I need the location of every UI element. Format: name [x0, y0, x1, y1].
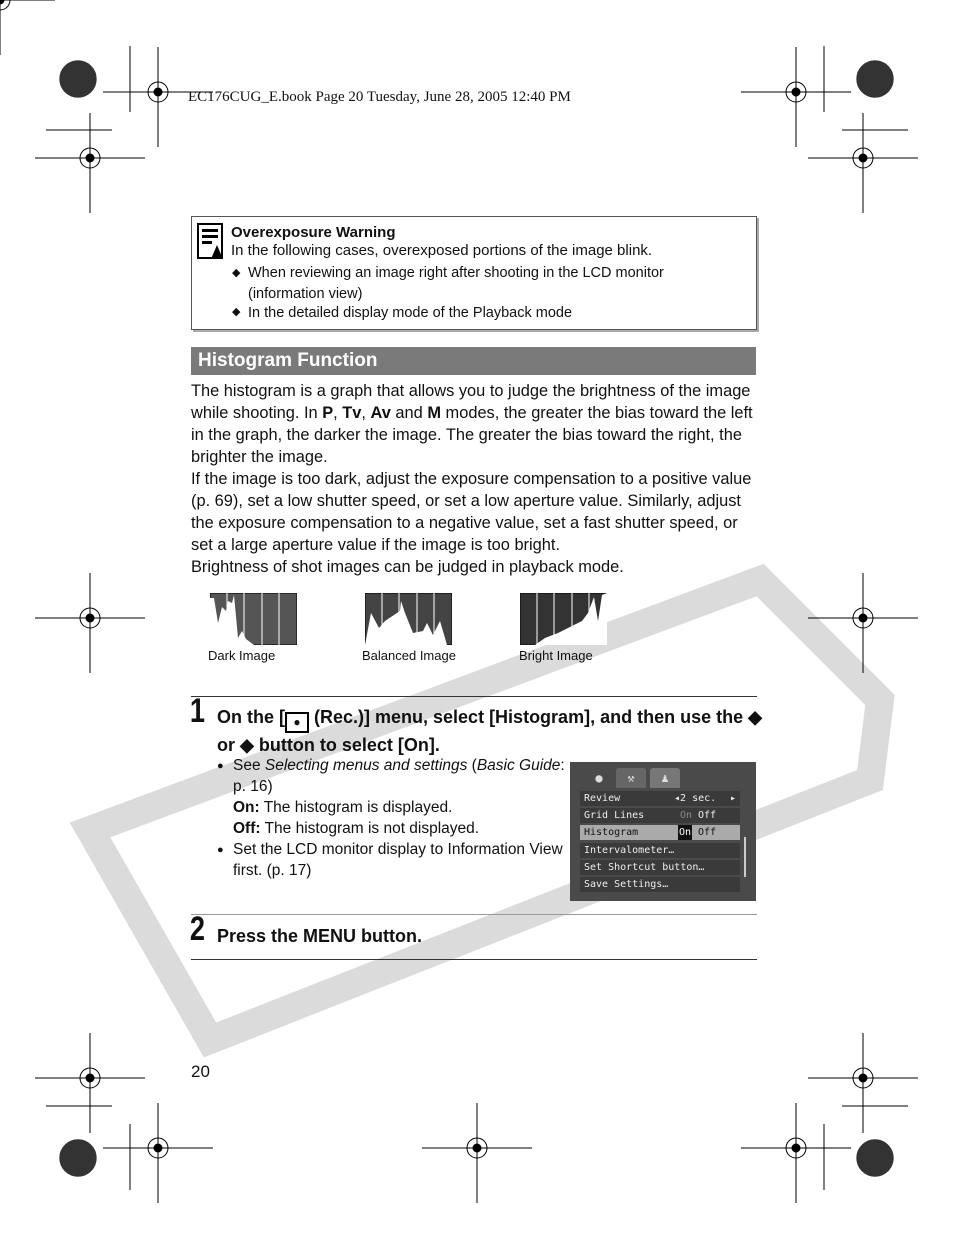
balanced-histogram	[365, 593, 452, 645]
lcd-row: Save Settings…	[580, 877, 740, 892]
bullet: ● See Selecting menus and settings (Basic Guide: p. 16) On: The histogram is displayed. Off: The histogram is not displayed.	[217, 755, 567, 839]
histogram-caption: Balanced Image	[362, 648, 456, 663]
camera-icon: ●	[285, 712, 309, 733]
dark-histogram	[210, 593, 297, 645]
step-number: 2	[189, 910, 206, 948]
rec-tab-icon: ●	[595, 771, 603, 785]
left-arrow-icon: ◆	[748, 707, 762, 727]
section-title: Histogram Function	[191, 347, 756, 375]
divider	[191, 959, 757, 960]
histogram-caption: Bright Image	[519, 648, 593, 663]
warning-item: ◆ In the detailed display mode of the Playback mode	[232, 305, 573, 321]
right-arrow-icon: ◆	[240, 735, 254, 755]
warning-item: ◆ When reviewing an image right after shooting in the LCD monitor (information view)	[232, 265, 664, 302]
setup-tab-icon: ⚒	[616, 768, 646, 788]
note-icon	[197, 223, 225, 261]
book-header: EC176CUG_E.book Page 20 Tuesday, June 28, 2005 12:40 PM	[188, 89, 571, 105]
mycamera-tab-icon: ♟	[650, 768, 680, 788]
step-title: Press the MENU button.	[217, 926, 423, 946]
lcd-menu-screenshot	[570, 762, 756, 901]
paragraph: The histogram is a graph that allows you to judge the brightness of the image while shooting. In P, Tv, Av and M modes, the greater the bias toward the left in the graph, the darker the image. The greater the bias toward the right, the brighter the image.	[191, 382, 753, 466]
lcd-row: Set Shortcut button…	[580, 860, 740, 875]
lcd-scrollbar	[744, 837, 746, 877]
page-number: 20	[191, 1062, 210, 1081]
lcd-row: Intervalometer…	[580, 843, 740, 858]
bullet: ● Set the LCD monitor display to Information View first. (p. 17)	[217, 839, 567, 881]
warning-intro: In the following cases, overexposed portions of the image blink.	[231, 242, 653, 259]
lcd-row: Review ◂2 sec. ▸	[580, 791, 740, 806]
body-text	[191, 380, 761, 578]
warning-title: Overexposure Warning	[231, 224, 396, 241]
divider	[191, 914, 757, 915]
bright-histogram	[520, 593, 607, 645]
histogram-caption: Dark Image	[208, 648, 276, 663]
lcd-row: Grid Lines On Off	[580, 808, 740, 823]
step-title: On the [ ● (Rec.)] menu, select [Histogram], and then use the ◆ or ◆ button to select [On].	[217, 707, 762, 755]
lcd-row-selected: Histogram On Off	[580, 825, 740, 840]
paragraph: Brightness of shot images can be judged in playback mode.	[191, 558, 624, 576]
divider	[191, 696, 757, 697]
paragraph: If the image is too dark, adjust the exposure compensation to a positive value (p. 69), set a low shutter speed, or set a low aperture value. Similarly, adjust the exposure compensation to a negative value, set a fast shutter speed, or set a large aperture value if the image is too bright.	[191, 470, 752, 554]
step-number: 1	[189, 692, 206, 730]
step1-body	[217, 755, 567, 881]
